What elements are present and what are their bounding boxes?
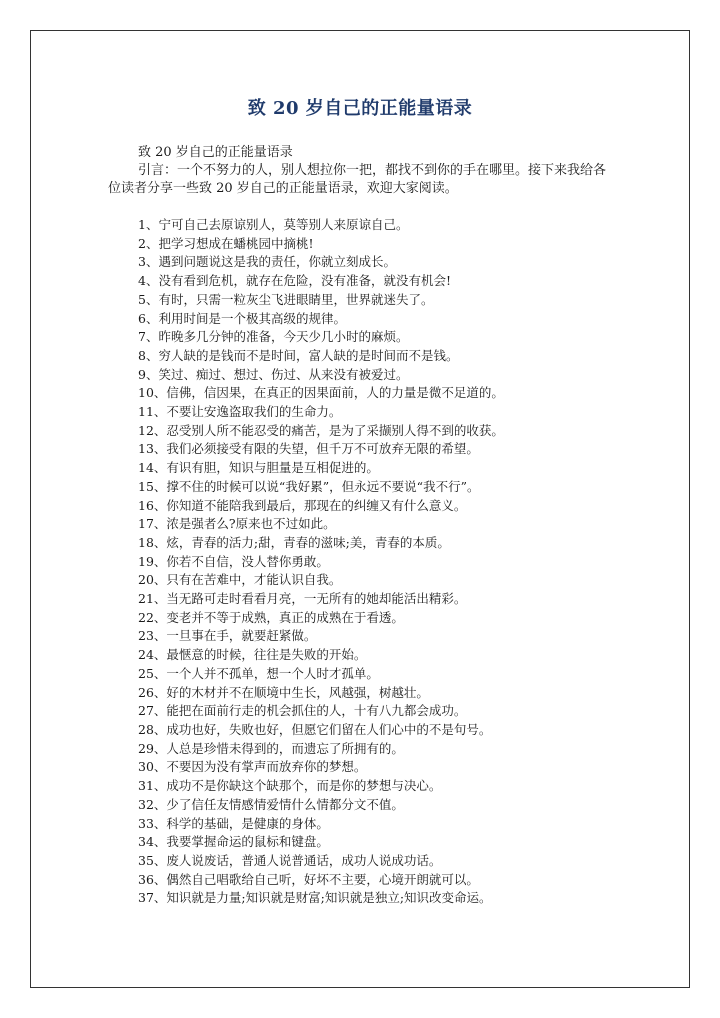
quote-item: 35、废人说废话，普通人说普通话，成功人说成功话。 <box>138 852 442 868</box>
quote-item: 5、有时，只需一粒灰尘飞进眼睛里，世界就迷失了。 <box>138 291 434 307</box>
quote-item: 19、你若不自信，没人替你勇敢。 <box>138 553 329 569</box>
quote-item: 4、没有看到危机，就存在危险，没有准备，就没有机会! <box>138 273 451 289</box>
document-title: 致 20 岁自己的正能量语录 <box>247 98 473 119</box>
quote-item: 31、成功不是你缺这个缺那个，而是你的梦想与决心。 <box>138 778 442 794</box>
quote-item: 28、成功也好，失败也好，但愿它们留在人们心中的不是句号。 <box>138 721 492 737</box>
quote-item: 27、能把在面前行走的机会抓住的人，十有八九都会成功。 <box>138 703 467 719</box>
quote-item: 16、你知道不能陪我到最后，那现在的纠缠又有什么意义。 <box>138 497 467 513</box>
quote-item: 21、当无路可走时看看月亮，一无所有的她却能活出精彩。 <box>138 591 467 607</box>
quote-item: 9、笑过、痴过、想过、伤过、从来没有被爱过。 <box>138 366 409 382</box>
quote-item: 25、一个人并不孤单，想一个人时才孤单。 <box>138 665 379 681</box>
quote-item: 6、利用时间是一个极其高级的规律。 <box>138 310 346 326</box>
quote-item: 24、最惬意的时候，往往是失败的开始。 <box>138 647 367 663</box>
quote-item: 22、变老并不等于成熟，真正的成熟在于看透。 <box>138 609 404 625</box>
quote-item: 12、忍受别人所不能忍受的痛苦，是为了采撷别人得不到的收获。 <box>138 422 504 438</box>
quote-item: 34、我要掌握命运的鼠标和键盘。 <box>138 834 329 850</box>
quote-item: 33、科学的基础，是健康的身体。 <box>138 815 329 831</box>
quote-item: 18、炫，青春的活力;甜，青春的滋味;美，青春的本质。 <box>138 534 450 550</box>
quote-item: 8、穷人缺的是钱而不是时间，富人缺的是时间而不是钱。 <box>138 347 459 363</box>
quote-item: 26、好的木材并不在顺境中生长，风越强，树越壮。 <box>138 684 429 700</box>
quote-item: 13、我们必须接受有限的失望，但千万不可放弃无限的希望。 <box>138 441 479 457</box>
quote-item: 37、知识就是力量;知识就是财富;知识就是独立;知识改变命运。 <box>138 890 492 906</box>
quote-list <box>138 216 638 908</box>
quote-item: 7、昨晚多几分钟的准备，今天少几小时的麻烦。 <box>138 329 409 345</box>
quote-item: 20、只有在苦难中，才能认识自我。 <box>138 572 342 588</box>
quote-item: 2、把学习想成在蟠桃园中摘桃! <box>138 235 314 251</box>
quote-item: 36、偶然自己唱歌给自己听，好坏不主要，心境开朗就可以。 <box>138 871 479 887</box>
quote-item: 14、有识有胆，知识与胆量是互相促进的。 <box>138 460 379 476</box>
quote-item: 30、不要因为没有掌声而放弃你的梦想。 <box>138 759 367 775</box>
quote-item: 32、少了信任友情感情爱情什么情都分文不值。 <box>138 796 404 812</box>
quote-item: 29、人总是珍惜未得到的，而遗忘了所拥有的。 <box>138 740 404 756</box>
quote-item: 23、一旦事在手，就要赶紧做。 <box>138 628 317 644</box>
quote-item: 10、信佛，信因果，在真正的因果面前，人的力量是微不足道的。 <box>138 385 504 401</box>
quote-item: 15、撑不住的时候可以说“我好累”，但永远不要说“我不行”。 <box>138 478 480 494</box>
intro-heading: 致 20 岁自己的正能量语录 <box>138 145 293 160</box>
quote-item: 1、宁可自己去原谅别人，莫等别人来原谅自己。 <box>138 217 409 232</box>
intro-paragraph: 引言：一个不努力的人，别人想拉你一把，都找不到你的手在哪里。接下来我给各位读者分享一些致 20 岁自己的正能量语录，欢迎大家阅读。 <box>108 163 607 196</box>
quote-item: 17、浓是强者么?原来也不过如此。 <box>138 516 336 532</box>
quote-item: 11、不要让安逸盗取我们的生命力。 <box>138 404 342 420</box>
intro-section <box>108 144 618 198</box>
quote-item: 3、遇到问题说这是我的责任，你就立刻成长。 <box>138 254 396 270</box>
